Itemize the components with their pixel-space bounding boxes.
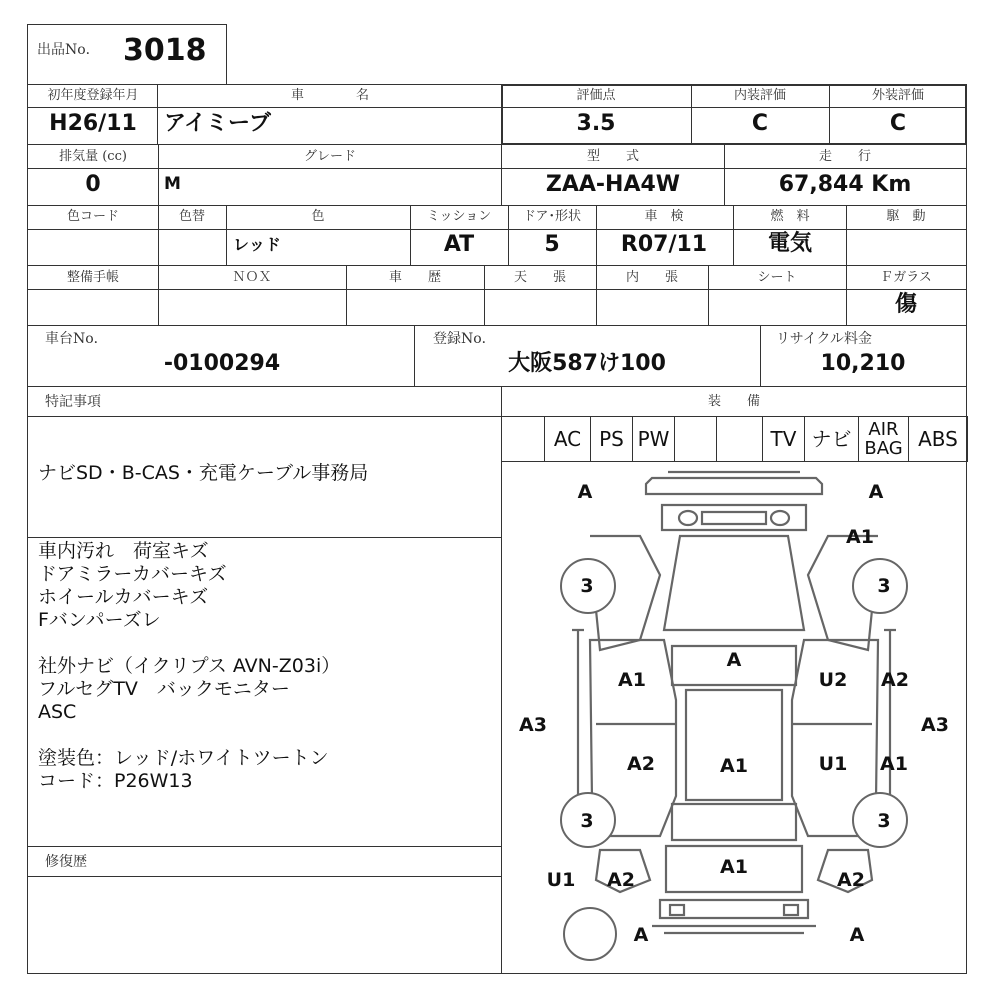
f-glass-label: Ｆガラス: [880, 270, 932, 285]
equipment-cell: [674, 416, 717, 462]
interior-label: 内装評価: [733, 88, 787, 103]
mark-tire-rl: 3: [580, 810, 594, 832]
registration-value: 大阪587け100: [508, 351, 666, 376]
door-label: ドア･形状: [522, 209, 582, 224]
row3-div-3: [410, 205, 411, 266]
nox-label: ＮＯＸ: [232, 270, 272, 285]
front-bumper: [646, 472, 822, 494]
row4-header-line: [27, 265, 967, 290]
row4-div-4: [596, 265, 597, 326]
f-glass-value: 傷: [894, 292, 918, 317]
fuel-value: 電気: [767, 231, 813, 256]
lot-label: 出品No．: [37, 42, 100, 58]
color-label: 色: [311, 209, 325, 224]
color-value: レッド: [233, 235, 281, 254]
row3-div-2: [226, 205, 227, 266]
recycle-value: 10,210: [820, 351, 906, 376]
mark-right-rear-door-a: A1: [880, 753, 908, 775]
interior-value: C: [751, 111, 769, 136]
car-name-label: 車 名: [290, 88, 370, 103]
mark-rear-left-a: A2: [607, 869, 635, 891]
car-diagram: [502, 462, 966, 973]
row2-div-2: [501, 144, 502, 206]
mark-front-left-corner: A: [577, 481, 593, 503]
row3-div-5: [596, 205, 597, 266]
mark-right-rear-door-u: U1: [818, 753, 848, 775]
notes-line: [38, 724, 340, 747]
first-reg-label: 初年度登録年月: [47, 88, 139, 103]
hood: [664, 536, 804, 630]
chassis-value: -0100294: [163, 351, 281, 376]
mission-value: AT: [443, 232, 475, 257]
row3-div-1: [158, 205, 159, 266]
mark-rear-left-corner: A: [633, 924, 649, 946]
equipment-cell: [908, 416, 968, 462]
equipment-cell: [590, 416, 633, 462]
equipment-cell: [632, 416, 675, 462]
equipment-cell: [804, 416, 859, 462]
roof: [686, 690, 782, 800]
notes-lines: [38, 540, 340, 793]
notes-line: ホイールカバーキズ: [38, 586, 209, 608]
notes-line: 社外ナビ（イクリプス AVN-Z03i）: [38, 655, 341, 677]
repair-label: 修復歴: [45, 854, 87, 870]
notes-line: ASC: [38, 701, 77, 723]
score-value: 3.5: [576, 111, 616, 136]
row4-div-2: [346, 265, 347, 326]
notes-line: 塗装色：レッド/ホワイトツートン: [38, 747, 329, 769]
right-headlight-icon: [771, 511, 789, 525]
mark-rear-left-u: U1: [546, 869, 576, 891]
row3-div-6: [733, 205, 734, 266]
exterior-label: 外装評価: [871, 88, 925, 103]
equipment-label: 装 備: [707, 394, 761, 409]
mark-roof-front: A: [726, 649, 742, 671]
mileage-label: 走 行: [818, 149, 872, 164]
chassis-label: 車台No．: [45, 331, 108, 347]
equipment-item-label: PW: [637, 426, 670, 451]
row3-div-7: [846, 205, 847, 266]
mark-hood-right: A1: [846, 526, 874, 548]
color-code-label: 色コード: [66, 209, 120, 224]
grade-value: M: [164, 174, 181, 194]
mark-right-front-door-a: A2: [881, 669, 909, 691]
fuel-label: 燃 料: [770, 209, 810, 224]
notes-line: Fバンパーズレ: [38, 609, 161, 631]
row5-div-1: [414, 325, 415, 387]
mark-left-rear-door: A2: [627, 753, 655, 775]
mark-roof: A1: [720, 755, 748, 777]
roof-label: 天 張: [513, 270, 567, 285]
color-change-label: 色替: [178, 209, 206, 224]
lot-number: 3018: [123, 33, 207, 68]
mark-trunk: A1: [720, 856, 748, 878]
mark-left-side: A3: [519, 714, 547, 736]
score-divider-2: [829, 84, 830, 145]
row4-div-1: [158, 265, 159, 326]
mark-left-front-door: A1: [618, 669, 646, 691]
notes-line: [38, 632, 340, 655]
door-value: 5: [544, 232, 560, 257]
row2-div-3: [724, 144, 725, 206]
row3-div-4: [508, 205, 509, 266]
equipment-item-label: AIR BAG: [864, 419, 903, 459]
notes-split-line: [27, 537, 502, 538]
equipment-item-label: TV: [770, 426, 797, 451]
row4-div-6: [846, 265, 847, 326]
recycle-label: リサイクル料金: [776, 331, 873, 347]
front-grille: [662, 505, 806, 530]
equipment-item-label: PS: [599, 426, 624, 451]
inspection-value: R07/11: [620, 232, 708, 257]
left-headlight-icon: [679, 511, 697, 525]
mark-front-right-corner: A: [868, 481, 884, 503]
score-divider-1: [691, 84, 692, 145]
maintenance-label: 整備手帳: [66, 270, 120, 285]
equipment-item-label: ナビ: [811, 426, 852, 451]
notes-line: 車内汚れ 荷室キズ: [38, 540, 209, 562]
mission-label: ミッション: [426, 209, 492, 224]
row5-div-2: [760, 325, 761, 387]
notes-line1: ナビSD・B-CAS・充電ケーブル事務局: [38, 462, 369, 484]
equipment-cell: [858, 416, 909, 462]
equipment-cell: [544, 416, 591, 462]
mark-tire-rr: 3: [877, 810, 891, 832]
equipment-item-label: ABS: [918, 426, 958, 451]
exterior-value: C: [889, 111, 907, 136]
seat-label: シート: [757, 270, 797, 285]
equipment-cell: [501, 416, 545, 462]
spare-tire: [564, 908, 616, 960]
notes-line: フルセグTV バックモニター: [38, 678, 290, 700]
registration-label: 登録No．: [433, 331, 496, 347]
notes-label: 特記事項: [45, 394, 101, 410]
mark-rear-right-corner: A: [849, 924, 865, 946]
car-name-value: アイミーブ: [164, 111, 271, 136]
row3-header-line: [27, 205, 967, 230]
first-reg-value: H26/11: [49, 111, 137, 136]
row2-div-1: [158, 144, 159, 206]
equipment-cell: [716, 416, 763, 462]
score-label: 評価点: [576, 88, 616, 103]
mark-tire-fr: 3: [877, 575, 891, 597]
displacement-value: 0: [85, 172, 101, 197]
mileage-value: 67,844 Km: [778, 172, 912, 197]
equipment-cell: [762, 416, 805, 462]
grade-label: グレード: [303, 149, 357, 164]
notes-line: コード：P26W13: [38, 770, 193, 792]
row4-div-3: [484, 265, 485, 326]
equipment-item-label: AC: [553, 426, 582, 451]
history-label: 車 歴: [388, 270, 442, 285]
drive-label: 駆 動: [886, 209, 926, 224]
mark-rear-right-a: A2: [837, 869, 865, 891]
row4-div-5: [708, 265, 709, 326]
displacement-label: 排気量 (cc): [59, 149, 127, 164]
inspection-label: 車 検: [644, 209, 684, 224]
rear-window: [672, 804, 796, 840]
repair-header-line: [27, 846, 502, 877]
mark-right-front-door-u: U2: [818, 669, 848, 691]
model-label: 型 式: [586, 149, 640, 164]
model-value: ZAA-HA4W: [545, 172, 681, 197]
mark-right-side: A3: [921, 714, 949, 736]
notes-line: ドアミラーカバーキズ: [38, 563, 227, 585]
mark-tire-fl: 3: [580, 575, 594, 597]
inner-roof-label: 内 張: [625, 270, 679, 285]
